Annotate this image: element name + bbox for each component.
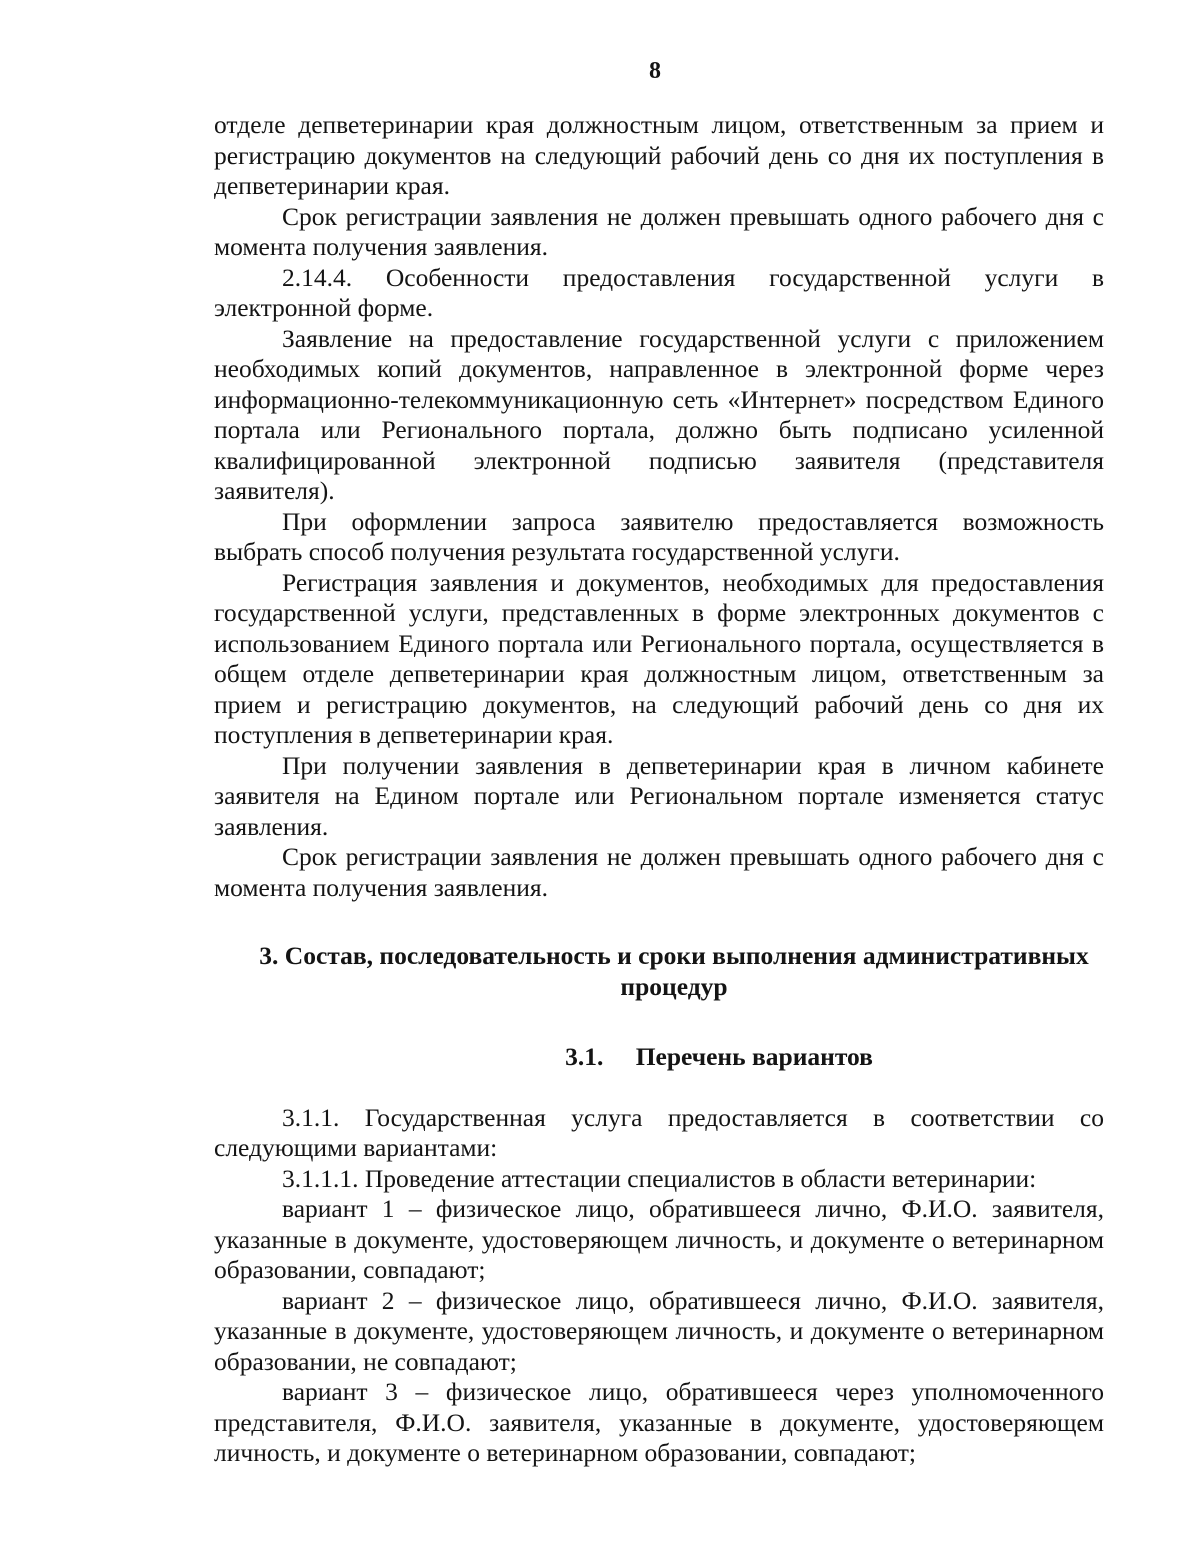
section-title-line1: Состав, последовательность и сроки выполнения административных [284, 941, 1089, 970]
section-heading-line [244, 941, 1104, 972]
paragraph: При оформлении запроса заявителю предоставляется возможность выбрать способ получения результата государственной услуги. [214, 506, 1104, 566]
paragraph: 2.14.4. Особенности предоставления государственной услуги в электронной форме. [214, 262, 1104, 322]
subsection-number: 3.1. [565, 1042, 604, 1071]
document-body [214, 110, 1104, 1469]
section-number: 3. [259, 941, 279, 970]
subsection-title: Перечень вариантов [635, 1042, 873, 1071]
section-heading [214, 941, 1104, 1002]
paragraph: При получении заявления в депветеринарии края в личном кабинете заявителя на Едином портале или Региональном портале изменяется статус заявления. [214, 750, 1104, 841]
paragraph: Регистрация заявления и документов, необходимых для предоставления государственной услуги, представленных в форме электронных документов с использованием Единого портала или Регионального портала, осуществляется в общем отделе депветеринарии края должностным лицом, ответственным за прием и регистрацию документов, на следующий рабочий день со дня их поступления в депветеринарии края. [214, 567, 1104, 749]
paragraph: Срок регистрации заявления не должен превышать одного рабочего дня с момента получения заявления. [214, 201, 1104, 261]
page-number: 8 [649, 58, 661, 84]
paragraph: вариант 1 – физическое лицо, обратившееся лично, Ф.И.О. заявителя, указанные в документе, удостоверяющем личность, и документе о ветеринарном образовании, совпадают; [214, 1194, 1104, 1284]
paragraph: Заявление на предоставление государственной услуги с приложением необходимых копий документов, направленное в электронной форме через информационно-телекоммуникационную сеть «Интернет» посредством Единого портала или Регионального портала, должно быть подписано усиленной квалифицированной электронной подписью заявителя (представителя заявителя). [214, 323, 1104, 505]
paragraph: вариант 2 – физическое лицо, обратившееся лично, Ф.И.О. заявителя, указанные в документе, удостоверяющем личность, и документе о ветеринарном образовании, не совпадают; [214, 1285, 1104, 1376]
paragraph: Срок регистрации заявления не должен превышать одного рабочего дня с момента получения заявления. [214, 842, 1104, 902]
paragraph: 3.1.1. Государственная услуга предоставляется в соответствии со следующими вариантами: [214, 1102, 1104, 1162]
subsection-heading [214, 1042, 1104, 1073]
section-title-line2: процедур [620, 971, 728, 1001]
paragraph: вариант 3 – физическое лицо, обратившееся через уполномоченного представителя, Ф.И.О. заявителя, указанные в документе, удостоверяющем личность, и документе о ветеринарном образовании, совпадают; [214, 1377, 1104, 1467]
paragraph: отделе депветеринарии края должностным лицом, ответственным за прием и регистрацию документов на следующий рабочий день со дня их поступления в депветеринарии края. [214, 110, 1104, 200]
paragraph: 3.1.1.1. Проведение аттестации специалистов в области ветеринарии: [282, 1163, 1037, 1193]
